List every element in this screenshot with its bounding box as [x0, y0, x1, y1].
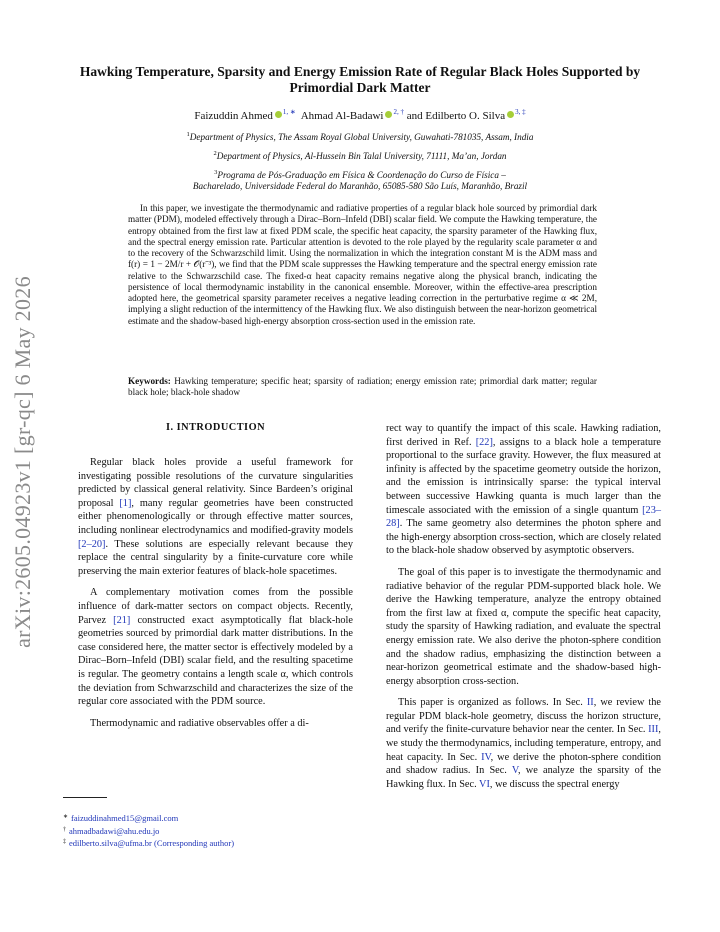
- footnote-mark: ∗: [63, 814, 69, 820]
- paragraph-text: This paper is organized as follows. In Sec.: [398, 697, 587, 709]
- author-name: Faizuddin Ahmed: [194, 110, 273, 122]
- footnote: [63, 812, 363, 825]
- orcid-icon[interactable]: [385, 111, 392, 118]
- paragraph-text: , we derive the photon-sphere condition and shadow radius. In Sec.: [386, 751, 662, 777]
- affiliation-text: Bacharelado, Universidade Federal do Maranhão, 65085-580 São Luís, Maranhão, Brazil: [192, 181, 528, 191]
- affiliation-mark: 3: [214, 169, 218, 176]
- affiliation: [60, 180, 660, 193]
- paragraph-text: Regular black holes provide a useful framework for investigating possible resolutions of the curvature singularities predicted by classical general relativity. Since Bardeen’s original proposal: [78, 457, 353, 509]
- footnote-divider: [63, 797, 107, 798]
- section-link[interactable]: II: [586, 697, 594, 709]
- email-link[interactable]: edilberto.silva@ufma.br (Corresponding author): [69, 838, 235, 848]
- paragraph: [78, 717, 353, 731]
- abstract: In this paper, we investigate the thermodynamic and radiative properties of a regular black hole sourced by primordial dark matter (PDM), modeled effectively through a Dirac–Born–Infeld (DBI) scalar field. We compute the Hawking temperature, the entropy obtained from the first law at fixed PDM scale, the specific heat capacity, the sparsity parameter of the Hawking flux, and the spectral energy emission rate. Particular attention is devoted to the role played by the regularity scale parameter α and to the recovery of the Schwarzschild limit. Using the normalization in which the integration constant M is the ADM mass and f(r) = 1 − 2M/r + 𝒪(r⁻³), we find that the PDM scale suppresses the Hawking temperature and the spectral energy emission rate relative to the Schwarzschild case. The fixed-α heat capacity remains negative along the physical branch, indicating the persistence of local thermodynamic instability in the canonical ensemble. Moreover, within the effective-area prescription adopted here, the geometrical sparsity parameter receives a negative leading correction in the perturbative regime α ≪ 2M, implying a slight reduction of the intermittency of the Hawking flux. We also distinguish between the near-horizon geometrical estimate and the shadow-based high-energy absorption cross-section used in the emission rate.: [128, 203, 597, 326]
- author-name: Edilberto O. Silva: [425, 110, 506, 122]
- affiliation-text: Department of Physics, The Assam Royal Global University, Guwahati-781035, Assam, India: [189, 132, 534, 142]
- paragraph-text: . These solutions are especially relevant because they replace the central singularity by a finite-curvature core while preserving the main exterior features of black-hole spacetimes.: [78, 538, 353, 577]
- footnote: [63, 825, 363, 838]
- section-heading-introduction: I. INTRODUCTION: [165, 422, 266, 433]
- author-marks[interactable]: 2, †: [393, 108, 404, 116]
- paragraph-text: , assigns to a black hole a temperature proportional to the surface gravity. However, the flux measured at infinity is affected by the spacetime geometry outside the horizon, and the emission is intrinsically sparse: the typical interval between successive Hawking quanta is much larger than the timescale associated with the emission of a single quantum: [386, 436, 661, 516]
- section-link[interactable]: VI: [479, 778, 490, 790]
- arxiv-identifier-stamp[interactable]: [6, 262, 40, 662]
- footnote-mark: ‡: [63, 839, 66, 845]
- paragraph-text: constructed exact asymptotically flat black-hole geometries sourced by primordial dark matter distributions. In the case considered here, the matter sector is effectively modeled by a Dirac–Born–Infeld (DBI) scalar field, and the resulting spacetime is regular. The geometry contains a length scale α, which controls the deviation from Schwarzschild and characterizes the size of the regular core associated with the PDM source.: [78, 614, 353, 708]
- footnote: [63, 837, 363, 850]
- author-name: Ahmad Al-Badawi: [300, 110, 384, 122]
- citation-link[interactable]: [21]: [113, 614, 131, 626]
- section-link[interactable]: V: [511, 765, 519, 777]
- paragraph: [386, 422, 661, 558]
- affiliation-mark: 2: [213, 150, 217, 157]
- orcid-icon[interactable]: [507, 111, 514, 118]
- citation-link[interactable]: [2–20]: [78, 538, 106, 550]
- author-joiner: and: [406, 110, 423, 122]
- paragraph: [78, 456, 353, 578]
- right-column: [386, 422, 661, 799]
- paragraph: [78, 586, 353, 708]
- author-marks[interactable]: 1, ∗: [282, 108, 296, 116]
- paragraph-text: , we review the regular PDM black-hole geometry, discuss the horizon structure, and verify the finite-curvature behavior near the center. In Sec.: [386, 697, 661, 736]
- citation-link[interactable]: [23–28]: [386, 504, 661, 530]
- paragraph-text: , we study the thermodynamics, including temperature, entropy, and heat capacity. In Sec.: [386, 724, 661, 763]
- paragraph-text: A complementary motivation comes from the possible influence of dark-matter sectors on compact objects. Recently, Parvez: [78, 587, 353, 626]
- keywords: [128, 376, 597, 399]
- paragraph-text: Thermodynamic and radiative observables offer a di-: [90, 717, 309, 729]
- keywords-label: Keywords:: [128, 376, 171, 386]
- arxiv-id-text: arXiv:2605.04923v1 [gr-qc] 6 May 2026: [10, 276, 35, 648]
- paragraph-text: , we discuss the spectral energy: [489, 778, 620, 790]
- paragraph-text: The goal of this paper is to investigate the thermodynamic and radiative behavior of the regular PDM-supported black hole. We derive the Hawking temperature, analyze the entropy obtained from the first law at fixed α, compute the specific heat capacity, study the sparsity of Hawking radiation, and evaluate the spectral energy emission rate. We also derive the photon-sphere condition and the shadow radius, emphasizing the distinction between a near-horizon geometrical estimate and the shadow-based high-energy absorption cross-section.: [386, 566, 661, 687]
- left-column: [78, 456, 353, 738]
- paragraph-text: , we analyze the sparsity of the Hawking flux. In Sec.: [386, 765, 661, 790]
- paragraph: [386, 696, 661, 791]
- affiliation-mark: 1: [186, 131, 190, 138]
- footnotes: [63, 812, 363, 850]
- paragraph-text: , many regular geometries have been constructed either phenomenologically or through effective matter sources, including nonlinear electrodynamics and modified-gravity models: [78, 497, 353, 536]
- paper-title: Hawking Temperature, Sparsity and Energy Emission Rate of Regular Black Holes Supported by Primordial Dark Matter: [79, 64, 641, 95]
- affiliation: [60, 148, 660, 163]
- paragraph-text: rect way to quantify the impact of this scale. Hawking radiation, first derived in Ref.: [386, 423, 661, 448]
- citation-link[interactable]: [22]: [475, 436, 493, 448]
- author-marks[interactable]: 3, ‡: [515, 108, 526, 116]
- section-link[interactable]: III: [648, 724, 659, 736]
- email-link[interactable]: ahmadbadawi@ahu.edu.jo: [69, 825, 160, 836]
- email-link[interactable]: faizuddinahmed15@gmail.com: [71, 813, 179, 823]
- paragraph: [386, 566, 661, 688]
- affiliation: [60, 129, 660, 144]
- author-list: [70, 108, 650, 122]
- citation-link[interactable]: [1]: [119, 497, 132, 509]
- affiliation-text: Programa de Pós-Graduação em Física & Coordenação do Curso de Física –: [217, 170, 506, 180]
- keywords-text: Hawking temperature; specific heat; sparsity of radiation; energy emission rate; primordial dark matter; regular black hole; black-hole shadow: [128, 376, 597, 398]
- orcid-icon[interactable]: [275, 111, 282, 118]
- section-link[interactable]: IV: [481, 751, 491, 763]
- paragraph-text: . The same geometry also determines the photon sphere and the high-energy absorption cross-section, which are closely related to the black-hole shadow observed by asymptotic observers.: [386, 518, 661, 557]
- footnote-mark: †: [63, 826, 66, 833]
- affiliation-text: Department of Physics, Al-Hussein Bin Talal University, 71111, Ma’an, Jordan: [216, 151, 507, 161]
